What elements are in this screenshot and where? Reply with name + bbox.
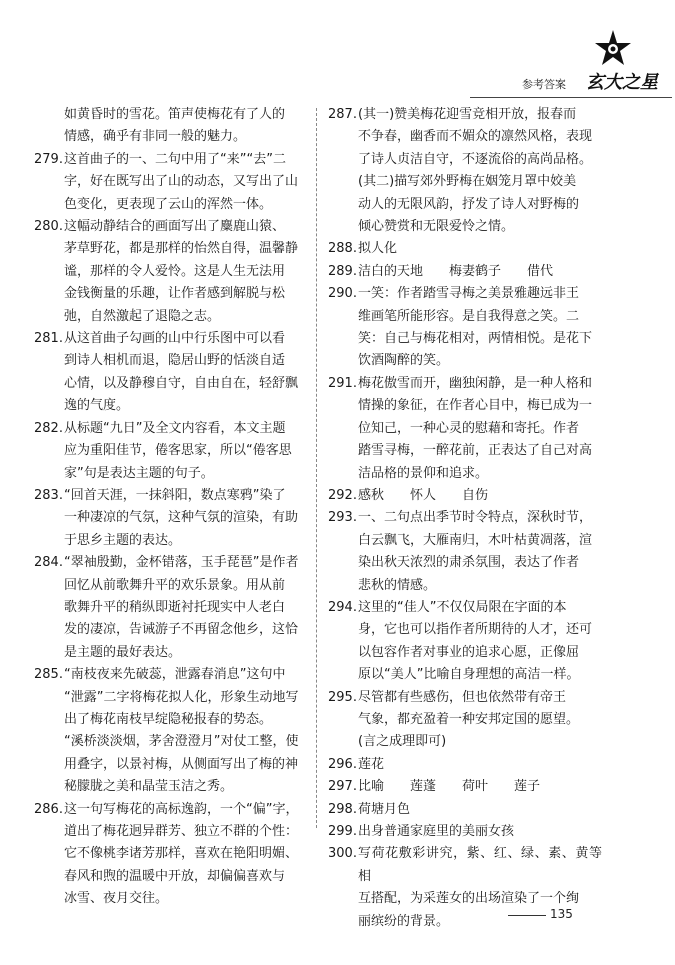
text-line: 如黄昏时的雪花。笛声使梅花有了人的 — [64, 107, 286, 122]
answer-text — [358, 507, 602, 597]
text-line: 谧，那样的令人爱怜。这是人生无法用 — [64, 263, 286, 279]
answer-entry — [34, 149, 308, 216]
text-line: 它不像桃李诸芳那样，喜欢在艳阳明媚、 — [64, 846, 299, 862]
answer-entry — [328, 238, 602, 260]
text-line: 茅草野花，都是那样的怡然自得，温馨静 — [64, 241, 299, 257]
answer-text — [64, 328, 308, 418]
answer-number: 288. — [328, 241, 357, 257]
text-line: 荷塘月色 — [358, 801, 411, 817]
answer-entry — [328, 776, 602, 798]
text-line: 感秋 怀人 自伤 — [358, 487, 489, 503]
text-line: 莲花 — [358, 756, 385, 772]
answer-number: 280. — [34, 219, 63, 235]
text-line: 倾心赞赏和无限爱怜之情。 — [358, 219, 515, 235]
answer-number: 292. — [328, 487, 357, 503]
text-line: 染出秋天浓烈的肃杀氛围，表达了作者 — [358, 555, 580, 571]
column-divider — [316, 108, 317, 828]
answer-number: 295. — [328, 689, 357, 705]
answer-entry — [328, 373, 602, 485]
answer-entry — [34, 485, 308, 552]
answer-number: 283. — [34, 487, 63, 503]
answer-number: 294. — [328, 599, 357, 615]
answer-entry — [34, 328, 308, 418]
continued-answer — [64, 104, 308, 149]
text-line: 家”句是表达主题的句子。 — [64, 465, 214, 481]
text-line: 气象，都充盈着一种安邦定国的愿望。 — [358, 711, 580, 727]
text-line: 一、二句点出季节时令特点，深秋时节， — [358, 510, 593, 526]
answer-number: 282. — [34, 420, 63, 436]
text-line: 从这首曲子勾画的山中行乐图中可以看 — [64, 331, 286, 347]
answer-text — [358, 283, 602, 373]
answer-entry — [328, 597, 602, 687]
answer-text — [64, 485, 308, 552]
answer-text — [358, 261, 602, 283]
text-line: 应为重阳佳节，倦客思家，所以“倦客思 — [64, 443, 292, 459]
text-line: 丽缤纷的背景。 — [358, 913, 450, 929]
text-line: 春风和煦的温暖中开放，却偏偏喜欢与 — [64, 868, 286, 884]
answer-text — [358, 754, 602, 776]
text-line: 身，它也可以指作者所期待的人才，还可 — [358, 622, 593, 638]
text-line: 这里的“佳人”不仅仅局限在字面的本 — [358, 599, 567, 615]
text-line: 出身普通家庭里的美丽女孩 — [358, 824, 515, 839]
answer-entry — [328, 283, 602, 373]
text-line: 动人的无限风韵，抒发了诗人对野梅的 — [358, 196, 580, 212]
answer-text — [64, 799, 308, 911]
text-line: 歌舞升平的稍纵即逝衬托现实中人老白 — [64, 599, 286, 615]
answer-number: 291. — [328, 375, 357, 391]
page-footer — [0, 905, 675, 965]
text-line: 回忆从前歌舞升平的欢乐景象。用从前 — [64, 577, 286, 593]
text-line: 心情，以及静穆自守，自由自在，轻舒飘 — [64, 375, 299, 391]
text-line: 情感，确乎有非同一般的魅力。 — [64, 129, 247, 145]
text-line: 这首曲子的一、二句中用了“来”“去”二 — [64, 151, 286, 167]
text-line: 秘朦胧之美和晶莹玉洁之秀。 — [64, 779, 234, 795]
text-line: 到诗人相机而退，隐居山野的恬淡自适 — [64, 353, 286, 369]
text-line: 这一句写梅花的高标逸韵，一个“偏”字， — [64, 801, 299, 817]
text-line: 白云飘飞，大雁南归，木叶枯黄凋落，渲 — [358, 532, 593, 548]
answer-entry — [328, 485, 602, 507]
answer-number: 297. — [328, 779, 357, 795]
text-line: (其二)描写郊外野梅在姻笼月罩中姣美 — [358, 174, 577, 190]
answer-text — [64, 216, 308, 328]
text-line: “溪桥淡淡烟，茅舍澄澄月”对仗工整，使 — [64, 734, 299, 750]
answer-entry — [328, 104, 602, 238]
answer-entry — [328, 687, 602, 754]
answer-entry — [328, 821, 602, 843]
text-line: 发的凄凉，告诫游子不再留念他乡，这恰 — [64, 622, 299, 638]
answer-entry — [328, 799, 602, 821]
answer-entry — [34, 799, 308, 911]
answer-number: 300. — [328, 846, 357, 862]
text-line: 笑：自己与梅花相对，两情相悦。是花下 — [358, 331, 593, 347]
text-line: 洁白的天地 梅妻鹤子 借代 — [358, 263, 554, 279]
answer-number: 287. — [328, 107, 357, 122]
text-line: 原以“美人”比喻自身理想的高洁一样。 — [358, 667, 580, 683]
answer-number: 286. — [34, 801, 63, 817]
text-line: 尽管都有些感伤，但也依然带有帝王 — [358, 689, 567, 705]
answer-number: 289. — [328, 263, 357, 279]
left-column — [34, 104, 308, 911]
text-line: 逸的气度。 — [64, 398, 130, 414]
page-number-dash — [508, 915, 546, 916]
text-line: 弛，自然激起了退隐之志。 — [64, 308, 221, 324]
answer-text — [358, 776, 602, 798]
answer-entry — [34, 664, 308, 798]
answer-text — [358, 821, 602, 843]
text-line: 比喻 莲蓬 荷叶 莲子 — [358, 779, 541, 795]
text-line: (其一)赞美梅花迎雪竞相开放，报春而 — [358, 107, 577, 122]
answer-number: 284. — [34, 555, 63, 571]
answer-entry — [328, 754, 602, 776]
answer-text — [358, 238, 602, 260]
text-line: 悲秋的情感。 — [358, 577, 437, 593]
answer-number: 279. — [34, 151, 63, 167]
text-line: 金钱衡量的乐趣，让作者感到解脱与松 — [64, 286, 286, 302]
answer-text — [64, 418, 308, 485]
text-line: 用叠字，以景衬梅，从侧面写出了梅的神 — [64, 756, 299, 772]
text-line: 饮酒陶醉的笑。 — [358, 353, 450, 369]
brand-logo-text: 玄大之星 — [586, 72, 658, 93]
answer-text — [358, 799, 602, 821]
text-line: 道出了梅花迥异群芳、独立不群的个性： — [64, 824, 299, 839]
text-line: 一种凄凉的气氛，这种气氛的渲染，有助 — [64, 510, 299, 526]
right-column — [328, 104, 602, 933]
answer-number: 299. — [328, 824, 357, 839]
answer-number: 281. — [34, 331, 63, 347]
text-line: 冰雪、夜月交往。 — [64, 891, 169, 907]
text-line: 一笑：作者踏雪寻梅之美景雅趣远非王 — [358, 286, 580, 302]
text-line: 互搭配，为采莲女的出场渲染了一个绚 — [358, 891, 580, 907]
text-line: 写荷花敷彩讲究，紫、红、绿、素、黄等相 — [358, 846, 602, 884]
answer-entry — [328, 261, 602, 283]
answer-entry — [328, 507, 602, 597]
page-number: 135 — [550, 907, 573, 921]
answer-text — [358, 104, 602, 238]
text-line: 梅花傲雪而开，幽独闲静，是一种人格和 — [358, 375, 593, 391]
answer-entry — [34, 418, 308, 485]
text-line: 字，好在既写出了山的动态，又写出了山 — [64, 174, 299, 190]
answer-number: 293. — [328, 510, 357, 526]
text-line: “翠袖殷勤，金杯错落，玉手琵琶”是作者 — [64, 555, 299, 571]
text-line: 以包容作者对事业的追求心愿，正像屈 — [358, 644, 580, 660]
text-line: (言之成理即可) — [358, 734, 447, 750]
text-line: 这幅动静结合的画面写出了麋鹿山猿、 — [64, 219, 286, 235]
text-line: 于思乡主题的表达。 — [64, 532, 182, 548]
text-line: 了诗人贞洁自守，不逐流俗的高尚品格。 — [358, 151, 593, 167]
answer-text — [358, 597, 602, 687]
header-rule — [470, 97, 672, 98]
answer-text — [358, 485, 602, 507]
answer-number: 298. — [328, 801, 357, 817]
star-logo-icon — [590, 28, 636, 68]
answer-text — [64, 552, 308, 664]
text-line: “南枝夜来先破蕊，泄露春消息”这句中 — [64, 667, 286, 683]
answer-entry — [34, 216, 308, 328]
answer-text — [358, 373, 602, 485]
page-header — [470, 28, 670, 98]
text-line: 位知己，一种心灵的慰藉和寄托。作者 — [358, 420, 580, 436]
text-line: 维画笔所能形容。是自我得意之笑。二 — [358, 308, 580, 324]
answer-number: 290. — [328, 286, 357, 302]
text-line: 不争春，幽香而不媚众的凛然风格，表现 — [358, 129, 593, 145]
answer-entry — [34, 552, 308, 664]
text-line: 从标题“九日”及全文内容看，本文主题 — [64, 420, 286, 436]
answer-number: 296. — [328, 756, 357, 772]
answer-text — [358, 687, 602, 754]
text-line: 出了梅花南枝早绽隐秘报春的势态。 — [64, 711, 273, 727]
text-line: 洁品格的景仰和追求。 — [358, 465, 489, 481]
answer-text — [64, 664, 308, 798]
answer-number: 285. — [34, 667, 63, 683]
answer-text — [64, 149, 308, 216]
text-line: “泄露”二字将梅花拟人化，形象生动地写 — [64, 689, 299, 705]
text-line: “回首天涯，一抹斜阳，数点寒鸦”染了 — [64, 487, 286, 503]
text-line: 色变化，更表现了云山的浑然一体。 — [64, 196, 273, 212]
text-line: 情操的象征，在作者心目中，梅已成为一 — [358, 398, 593, 414]
text-line: 踏雪寻梅，一醉花前，正表达了自己对高 — [358, 443, 593, 459]
text-line: 拟人化 — [358, 241, 398, 257]
text-line: 是主题的最好表达。 — [64, 644, 182, 660]
header-label: 参考答案 — [522, 78, 566, 91]
